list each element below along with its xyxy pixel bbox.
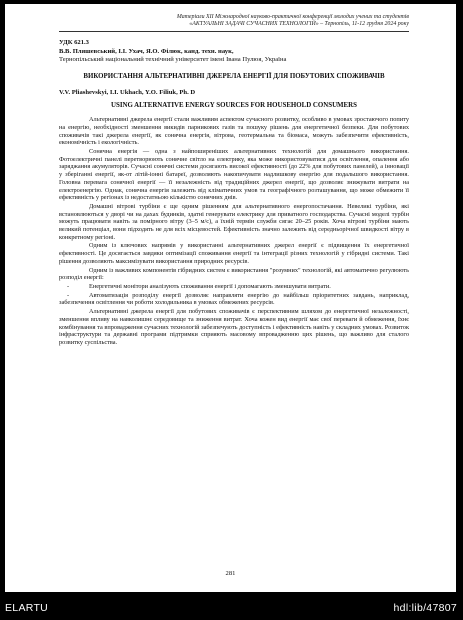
body-paragraph: Сонячна енергія — одна з найпоширеніших альтернативних технологій для домашнього використання. Фотоелектричні панелі перетворюють сонячне світло на електрику, яка може використовуватися для освітлення, опалення або заряджання акумуляторів. Сучасні сонячні системи досягають високої ефективності (до 22% для побутових панелей), а інновації у зберіганні енергії, як-от літій-іонні батареї, дозволяють накопичувати надлишкову енергію для подальшого використання. Головна перевага сонячної енергії — її незалежність від традиційних джерел енергії, що дозволяє знижувати витрати на електроенергію. Однак, сонячна енергія залежить від кліматичних умов та географічного розташування, що може обмежити її ефективність у регіонах із недостатньою кількістю сонячних днів. xyxy=(59,148,409,202)
udk-code: УДК 621.3 xyxy=(59,39,89,47)
list-item-text: Автоматизація розподілу енергії дозволяє направляти енергію до найбільш пріоритетних завдань, наприклад, забезпечення освітлення чи роботи холодильника в умовах обмежених ресурсів. xyxy=(59,291,409,307)
page-content xyxy=(59,14,409,348)
conference-line-1: Матеріали ХІІ Міжнародної науково-практичної конференції молодих учених та студентів xyxy=(176,14,409,20)
repository-label: ELARTU xyxy=(5,602,49,614)
authors-ukrainian: В.В. Пляшевський, І.І. Ухач, Я.О. Філюк, канд. техн. наук, xyxy=(59,47,234,55)
list-item xyxy=(59,292,409,307)
body-paragraph: Домашні вітрові турбіни є ще одним рішенням для альтернативного енергопостачання. Невеликі турбіни, які встановлюються у дворі чи на дахах будинків, здатні генерувати електрику для приватного господарства. Сучасні моделі турбін можуть працювати навіть за помірного вітру (3–5 м/с), а їхній термін служби сягає 20–25 років. Хоча вітрові турбіни мають великий потенціал, вони підходять не для всіх місцевостей. Ефективність значно залежить від середньорічної швидкості вітру в конкретному регіоні. xyxy=(59,202,409,241)
body-paragraph: Альтернативні джерела енергії для побутових споживачів є перспективним шляхом до енергетичної незалежності, зменшення впливу на навколишнє середовище та зниження витрат. Хоча кожен вид енергії має свої переваги й обмеження, їхнє комбінування та впровадження сучасних технологій забезпечують доступність і ефективність навіть у складних умовах. Розвиток інфраструктури та державні програми підтримки сприяють масовому впровадженню цих рішень, що важливо для сталого розвитку суспільства. xyxy=(59,308,409,346)
conference-header xyxy=(59,14,409,28)
list-item-text: Енергетичні монітори аналізують споживання енергії і допомагають зменшувати витрати. xyxy=(89,282,331,290)
body-paragraph: Альтернативні джерела енергії стали важливим аспектом сучасного розвитку, особливо в умовах зростаючого попиту на енергію, необхідності зменшення викидів парникових газів та пошуку рішень для енергетичної безпеки. Для побутових споживачів такі джерела енергії, як сонячна енергія, вітрова, геотермальна та біомаса, можуть забезпечити ефективність, економічність і екологічність. xyxy=(59,116,409,147)
page-number: 281 xyxy=(225,570,236,577)
document-page xyxy=(5,4,456,592)
paper-title-ukrainian: ВИКОРИСТАННЯ АЛЬТЕРНАТИВНІ ДЖЕРЕЛА ЕНЕРГІЇ ДЛЯ ПОБУТОВИХ СПОЖИВАЧІВ xyxy=(83,72,385,80)
list-item xyxy=(59,283,409,291)
list-dash: - xyxy=(67,282,70,290)
list-dash: - xyxy=(67,291,70,299)
conference-line-2: «АКТУАЛЬНІ ЗАДАЧІ СУЧАСНИХ ТЕХНОЛОГІЙ» – Тернопіль, 11-12 грудня 2024 року xyxy=(189,21,409,28)
body-paragraph: Одним із ключових напрямів у використанні альтернативних джерел енергії є підвищення їх енергетичної ефективності. Це досягається завдяки оптимізації споживання енергії та інтеграції різних технологій у гібридні системи. Такі рішення дозволяють максимізувати використання природних ресурсів. xyxy=(59,242,409,265)
authors-english: V.V. Pliashevskyi, I.I. Ukhach, Y.O. Filiuk, Ph. D xyxy=(59,89,196,97)
paper-title-english: USING ALTERNATIVE ENERGY SOURCES FOR HOUSEHOLD CONSUMERS xyxy=(111,101,357,109)
university-affiliation: Тернопільський національний технічний університет імені Івана Пулюя, Україна xyxy=(59,56,287,64)
header-divider xyxy=(59,31,409,32)
body-paragraph: Одним із важливих компонентів гібридних систем є використання "розумних" технологій, які автоматично регулюють розподіл енергії: xyxy=(59,266,409,282)
handle-identifier: hdl:lib/47807 xyxy=(393,602,457,614)
